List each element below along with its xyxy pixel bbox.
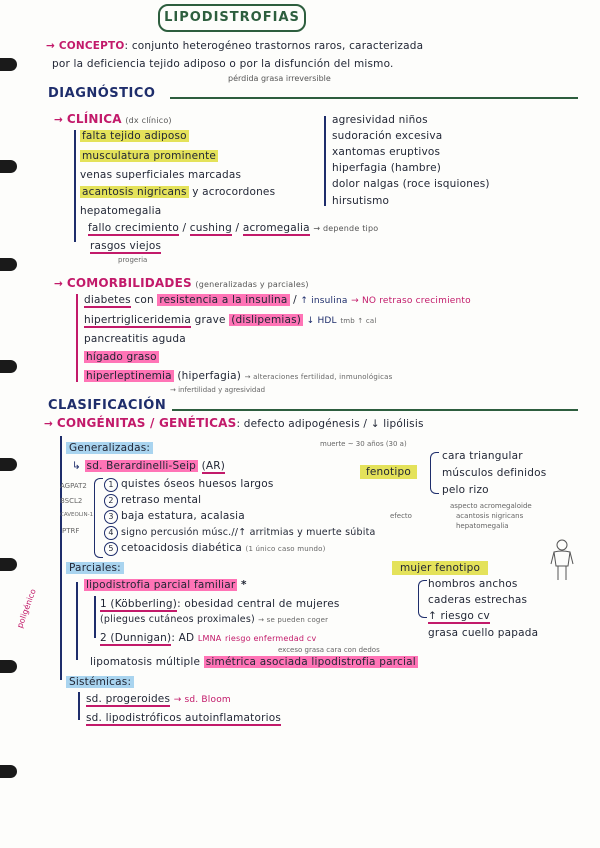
generalizada-item: 1 quistes óseos huesos largos	[104, 478, 274, 492]
fenotipo-note: hepatomegalia	[456, 522, 509, 530]
concepto-text-2: por la deficiencia tejido adiposo o por la disfunción del mismo.	[52, 58, 394, 70]
bracket-line	[76, 294, 78, 382]
section-divider	[170, 97, 578, 99]
gene-label: AGPAT2	[60, 482, 87, 490]
clinica-item: musculatura prominente	[82, 150, 217, 162]
generalizadas-label: Generalizadas:	[66, 442, 153, 454]
clinica-right-item: xantomas eruptivos	[332, 146, 441, 158]
binder-hole-icon	[0, 160, 17, 173]
page-title: LIPODISTROFIAS	[158, 4, 306, 32]
generalizada-item: 2 retraso mental	[104, 494, 201, 508]
bracket-line	[78, 692, 80, 720]
generalizada-item: 5 cetoacidosis diabética (1 único caso mundo)	[104, 542, 326, 556]
leptina-note-2: → infertilidad y agresividad	[170, 386, 266, 394]
section-divider	[172, 409, 578, 411]
clinica-item: venas superficiales marcadas	[80, 169, 242, 181]
generalizada-item: 3 baja estatura, acalasia	[104, 510, 245, 524]
mujer-item: caderas estrechas	[428, 594, 528, 606]
autoinflamatorios-line: sd. lipodistróficos autoinflamatorios	[86, 712, 282, 724]
bracket-line	[76, 582, 78, 660]
type1-line: 1 (Köbberling): obesidad central de mujeres	[100, 598, 340, 610]
mujer-fenotipo-label: mujer fenotipo	[392, 562, 488, 574]
higado-graso: hígado graso	[86, 351, 157, 363]
binder-hole-icon	[0, 458, 17, 471]
mujer-item: grasa cuello papada	[428, 627, 539, 639]
pancreatitis: pancreatitis aguda	[84, 333, 186, 345]
progeria-note: progeria	[118, 256, 148, 264]
progeroides-line: sd. progeroides → sd. Bloom	[86, 693, 231, 705]
clinica-right-item: hirsutismo	[332, 195, 390, 207]
bracket-line	[94, 596, 96, 638]
gene-label: CAVEOLIN-1	[60, 512, 94, 518]
mujer-item: hombros anchos	[428, 578, 518, 590]
clinica-right-item: hiperfagia (hambre)	[332, 162, 442, 174]
gene-label: PTRF	[62, 527, 80, 535]
binder-hole-icon	[0, 258, 17, 271]
concepto-label: CONCEPTO	[58, 40, 125, 52]
clinica-right-item: agresividad niños	[332, 114, 428, 126]
binder-hole-icon	[0, 558, 17, 571]
clinica-heading: → CLÍNICA (dx clínico)	[54, 112, 172, 126]
clinica-right-item: dolor nalgas (roce isquiones)	[332, 178, 490, 190]
clinica-label: CLÍNICA	[66, 112, 122, 126]
mujer-item: ↑ riesgo cv	[428, 610, 490, 622]
generalizada-item: 4 signo percusión músc.//↑ arritmias y muerte súbita	[104, 526, 376, 540]
fallo-line: fallo crecimiento / cushing / acromegalia → depende tipo	[88, 222, 379, 234]
concepto-text: : conjunto heterogéneo trastornos raros, caracterizada	[124, 40, 424, 52]
fenotipo-note: acantosis nigricans	[456, 512, 524, 520]
clinica-right-item: sudoración excesiva	[332, 130, 443, 142]
binder-hole-icon	[0, 765, 17, 778]
rasgos-viejos: rasgos viejos	[90, 240, 162, 252]
clinica-item: acantosis nigricans y acrocordones	[82, 186, 276, 198]
concepto-note: pérdida grasa irreversible	[228, 74, 331, 83]
type1-sub: (pliegues cutáneos proximales) → se pueden coger	[100, 614, 329, 625]
diabetes-line: diabetes con resistencia a la insulina / ↑ insulina → NO retraso crecimiento	[84, 294, 471, 306]
hipertg-line: hipertrigliceridemia grave (dislipemias) ↓ HDL tmb ↑ cal	[84, 314, 377, 326]
bracket-line	[60, 436, 62, 680]
lipomatosis-line: lipomatosis múltiple simétrica asociada lipodistrofia parcial	[90, 656, 416, 668]
fenotipo-item: músculos definidos	[442, 467, 547, 479]
congenitas-heading: → CONGÉNITAS / GENÉTICAS: defecto adipogénesis / ↓ lipólisis	[44, 416, 424, 430]
brace	[94, 478, 103, 558]
bracket-line	[74, 130, 76, 242]
familiar-line: lipodistrofia parcial familiar *	[86, 579, 247, 591]
fenotipo-item: pelo rizo	[442, 484, 489, 496]
bracket-line	[324, 116, 326, 206]
clinica-note: (dx clínico)	[125, 116, 172, 125]
fenotipo-label: fenotipo	[360, 466, 417, 478]
type2-line: 2 (Dunnigan): AD LMNA riesgo enfermedad cv	[100, 632, 317, 644]
poligenico-note: poligénico	[15, 587, 38, 630]
binder-hole-icon	[0, 58, 17, 71]
concepto-line-1: → CONCEPTO: conjunto heterogéneo trastornos raros, caracterizada	[46, 40, 424, 52]
binder-hole-icon	[0, 360, 17, 373]
sistemicas-label: Sistémicas:	[66, 676, 134, 688]
brace	[418, 580, 427, 618]
fenotipo-item: cara triangular	[442, 450, 523, 462]
clinica-item: hepatomegalia	[80, 205, 162, 217]
type2-note-2: exceso grasa cara con dedos	[278, 646, 380, 654]
hiperleptinemia-line: hiperleptinemia (hiperfagia) → alteraciones fertilidad, inmunológicas	[86, 370, 393, 382]
diagnostico-heading: DIAGNÓSTICO	[48, 86, 156, 101]
brace	[430, 452, 439, 494]
clinica-item: falta tejido adiposo	[82, 130, 187, 142]
comorbilidades-heading: → COMORBILIDADES (generalizadas y parciales)	[54, 276, 309, 290]
parciales-label: Parciales:	[66, 562, 124, 574]
gene-label: BSCL2	[60, 497, 83, 505]
clasificacion-heading: CLASIFICACIÓN	[48, 398, 167, 413]
fenotipo-note: aspecto acromegaloide	[450, 502, 532, 510]
berardinelli-line: ↳ sd. Berardinelli-Seip (AR)	[72, 460, 226, 472]
binder-hole-icon	[0, 660, 17, 673]
person-sketch-icon	[549, 538, 575, 582]
muerte-note: muerte ~ 30 años (30 a)	[320, 440, 407, 448]
subita-note: efecto	[390, 512, 412, 520]
